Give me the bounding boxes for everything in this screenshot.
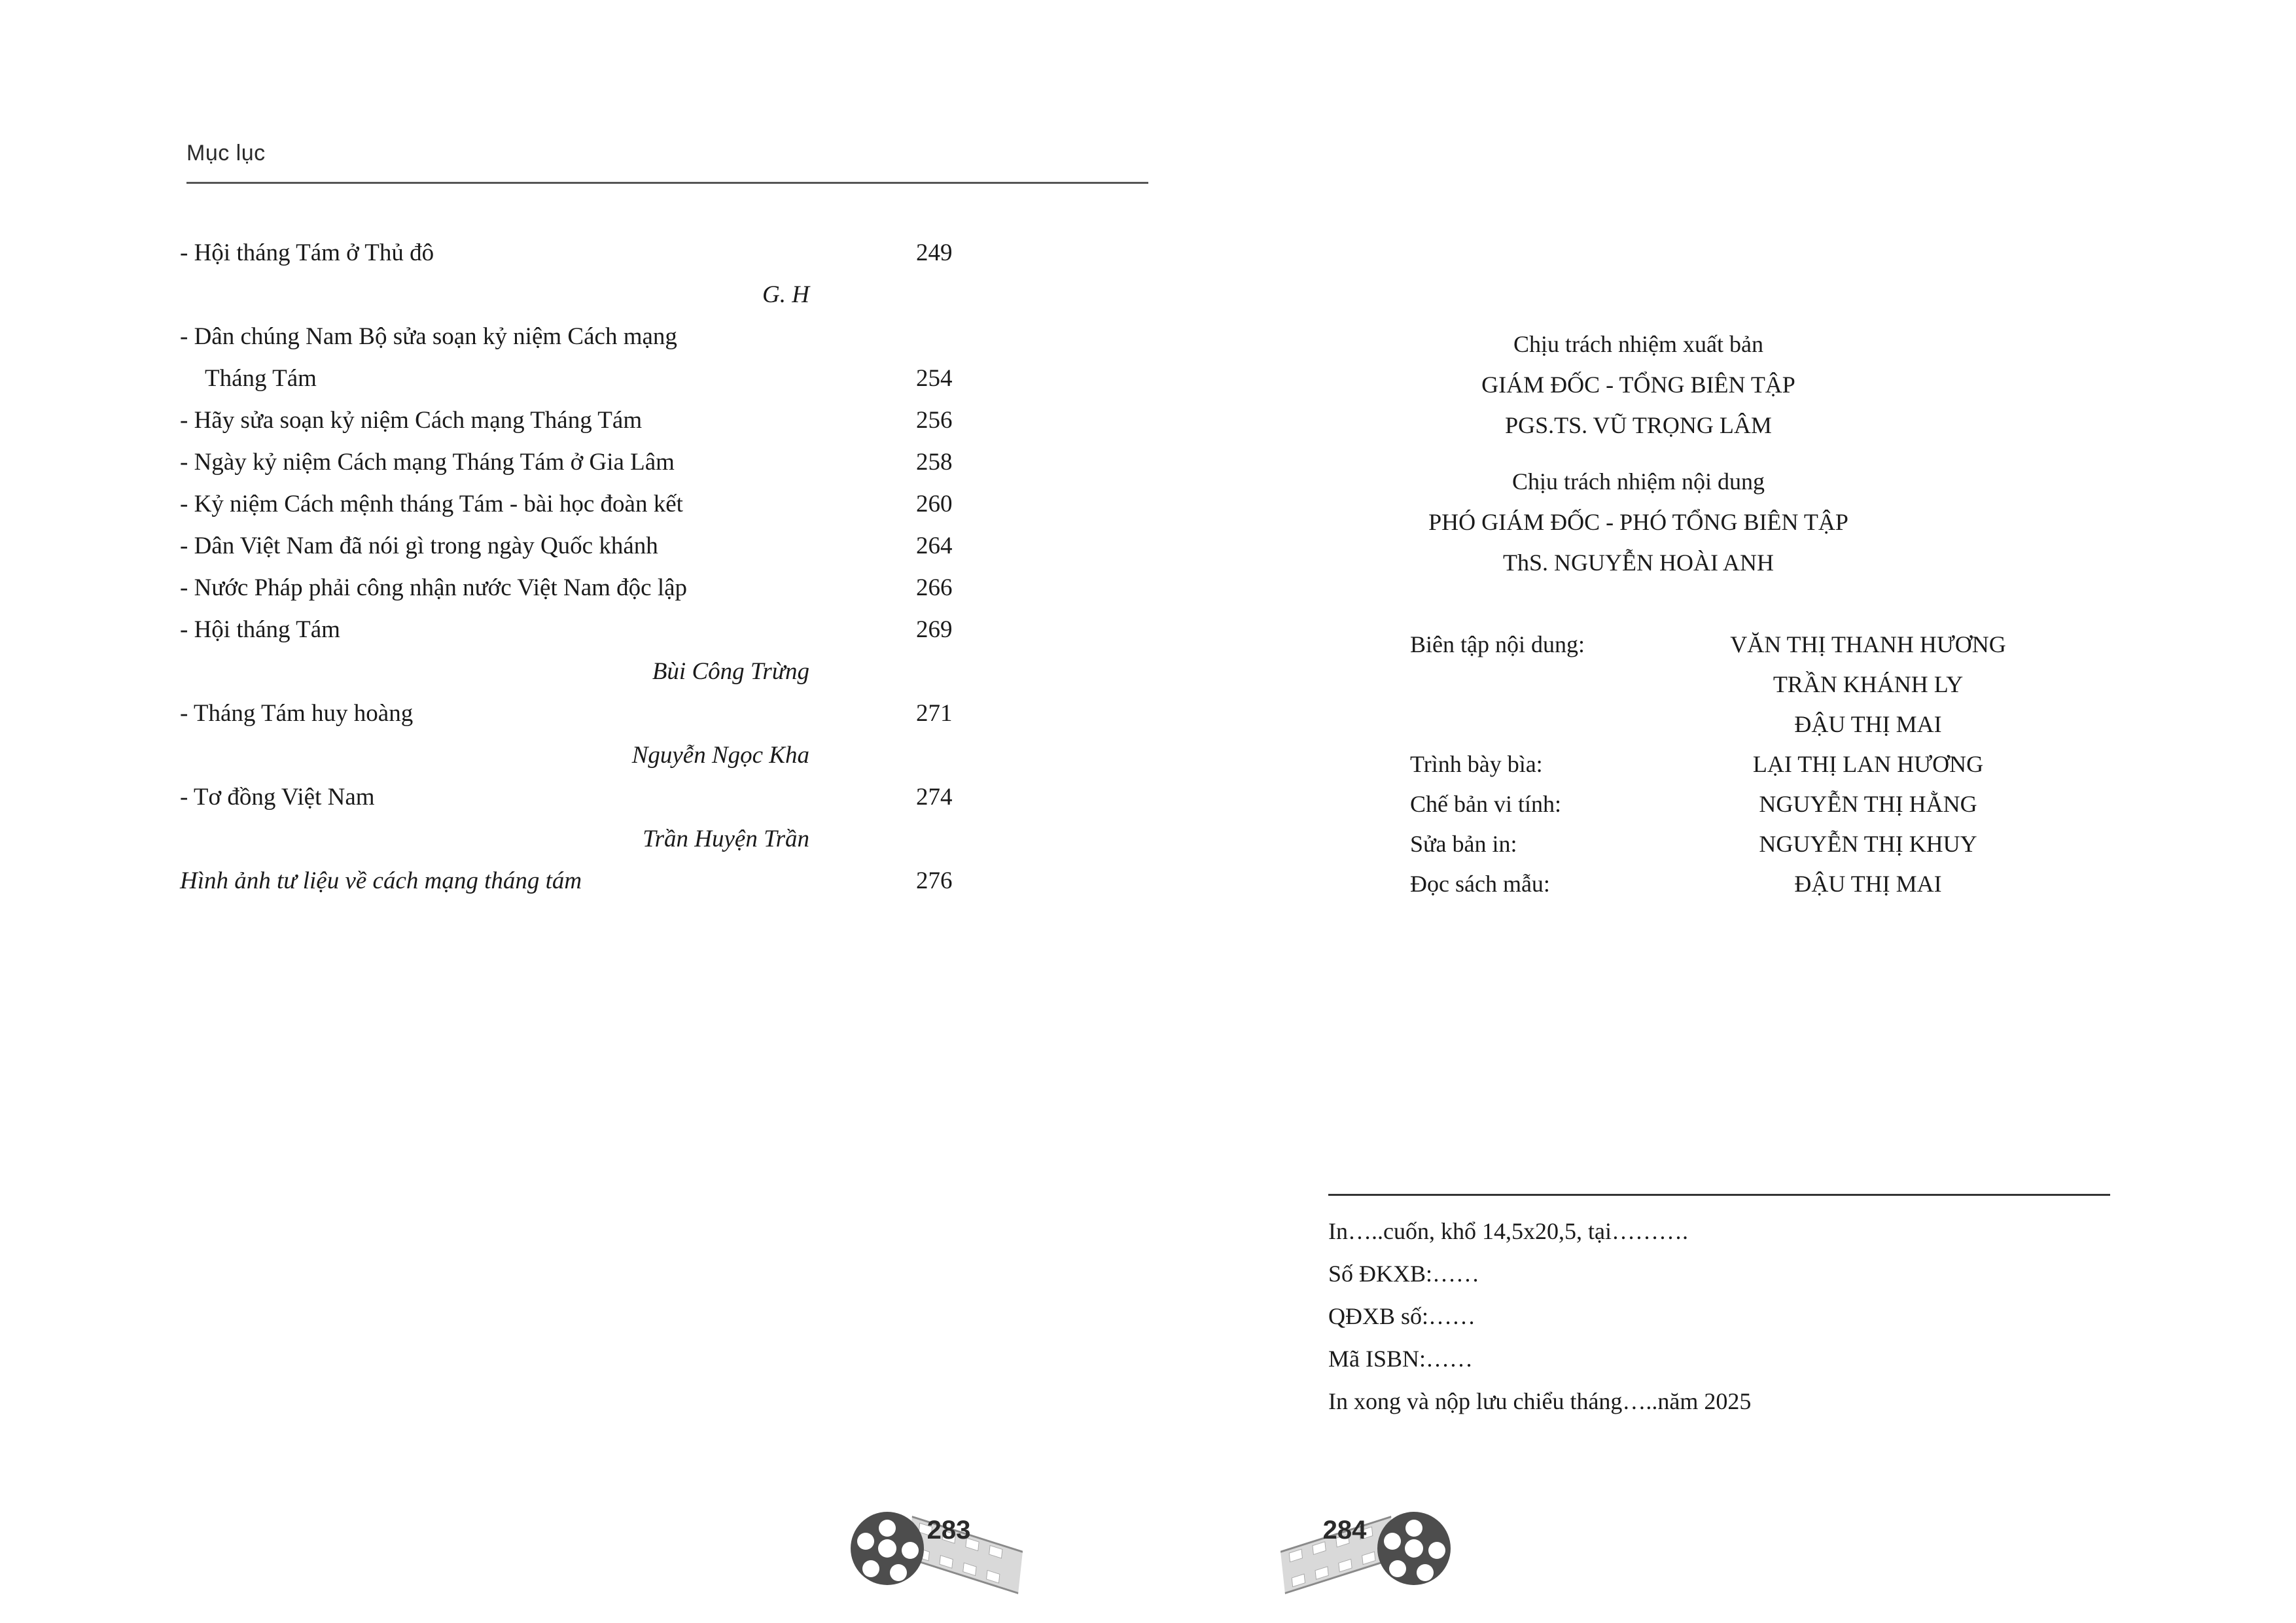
page-header-label: Mục lục: [186, 141, 266, 166]
toc-entry-title: - Hãy sửa soạn kỷ niệm Cách mạng Tháng Tám: [180, 407, 643, 434]
toc-entry[interactable]: [180, 777, 985, 818]
toc-entry-title: - Hội tháng Tám: [180, 616, 340, 643]
responsibility-content-line: PHÓ GIÁM ĐỐC - PHÓ TỔNG BIÊN TẬP: [1428, 509, 1848, 535]
toc-entry[interactable]: [180, 442, 985, 483]
responsibility-publish-group: [1148, 324, 2129, 445]
folio-left: [815, 1499, 1076, 1584]
responsibility-publish-line: Chịu trách nhiệm xuất bản: [1513, 331, 1763, 357]
print-info-divider: [1328, 1194, 2110, 1196]
credit-label: Trình bày bìa:: [1410, 751, 1543, 777]
toc-entry[interactable]: [180, 483, 985, 525]
toc-entry-page: 256: [916, 407, 953, 434]
toc-entry-page: 276: [916, 867, 953, 894]
responsibility-publish-line: PGS.TS. VŨ TRỌNG LÂM: [1505, 412, 1772, 438]
toc-entry[interactable]: [180, 860, 985, 902]
toc-entry-page: 269: [916, 616, 953, 643]
toc-entry-title: - Ngày kỷ niệm Cách mạng Tháng Tám ở Gia Lâm: [180, 449, 675, 476]
toc-entry-page: 271: [916, 700, 953, 727]
credit-row: [1410, 784, 2228, 824]
print-info-line: In…..cuốn, khổ 14,5x20,5, tại……….: [1328, 1218, 1688, 1244]
credit-row: [1410, 705, 2228, 744]
toc-entry-page: 274: [916, 784, 953, 811]
toc-entry-page: 254: [916, 365, 953, 392]
toc-author: Trần Huyện Trần: [643, 826, 809, 852]
credits-list: [1410, 625, 2228, 904]
print-info-list: [1328, 1210, 2146, 1423]
credit-value: NGUYỄN THỊ KHUY: [1759, 831, 1977, 857]
toc-entry-title: - Tháng Tám huy hoàng: [180, 700, 414, 727]
toc-entry[interactable]: [180, 232, 985, 274]
responsibility-publish-line: GIÁM ĐỐC - TỔNG BIÊN TẬP: [1481, 372, 1795, 398]
credit-label: Biên tập nội dung:: [1410, 631, 1585, 657]
toc-entry[interactable]: [180, 567, 985, 609]
print-info-line: QĐXB số:……: [1328, 1303, 1476, 1329]
toc-entry-page: 260: [916, 491, 953, 517]
credit-value: NGUYỄN THỊ HẰNG: [1759, 791, 1977, 817]
responsibility-content-line: Chịu trách nhiệm nội dung: [1512, 468, 1765, 495]
toc-entry[interactable]: [180, 693, 985, 735]
header-divider: [186, 182, 1148, 184]
toc-author: Bùi Công Trừng: [652, 658, 809, 685]
toc-author: G. H: [762, 281, 809, 308]
credit-label: Sửa bản in:: [1410, 831, 1517, 857]
toc-entry[interactable]: [180, 525, 985, 567]
toc-author: Nguyễn Ngọc Kha: [631, 742, 809, 769]
toc-entry-title: - Tơ đồng Việt Nam: [180, 784, 375, 811]
print-info-line: Mã ISBN:……: [1328, 1346, 1474, 1372]
toc-entry[interactable]: [180, 316, 985, 358]
toc-entry-title: Hình ảnh tư liệu về cách mạng tháng tám: [180, 867, 582, 894]
credit-value: ĐẬU THỊ MAI: [1794, 711, 1942, 737]
credit-label: Đọc sách mẫu:: [1410, 871, 1550, 897]
credit-row: [1410, 864, 2228, 904]
toc-entry-title: - Nước Pháp phải công nhận nước Việt Nam độc lập: [180, 574, 688, 601]
toc-entry-title: Tháng Tám: [205, 365, 317, 392]
credit-row: [1410, 625, 2228, 665]
toc-entry-page: 258: [916, 449, 953, 476]
print-info-line: In xong và nộp lưu chiểu tháng…..năm 2025: [1328, 1388, 1752, 1414]
credit-row: [1410, 665, 2228, 705]
credit-value: TRẦN KHÁNH LY: [1773, 671, 1964, 697]
page-number: 284: [1322, 1516, 1367, 1544]
toc-entry-title: - Hội tháng Tám ở Thủ đô: [180, 239, 434, 266]
toc-entry-page: 264: [916, 532, 953, 559]
credit-value: ĐẬU THỊ MAI: [1794, 871, 1942, 897]
credit-value: VĂN THỊ THANH HƯƠNG: [1730, 631, 2006, 657]
credit-row: [1410, 744, 2228, 784]
toc-entry[interactable]: [180, 400, 985, 442]
folio-right: [1237, 1499, 1498, 1584]
responsibility-content-line: ThS. NGUYỄN HOÀI ANH: [1503, 550, 1774, 576]
toc-entry-title: - Kỷ niệm Cách mệnh tháng Tám - bài học đoàn kết: [180, 491, 683, 517]
toc-entry[interactable]: [180, 609, 985, 651]
toc-entry[interactable]: [180, 358, 985, 400]
film-reel-icon: [851, 1512, 924, 1585]
toc-entry-page: 249: [916, 239, 953, 266]
responsibility-content-group: [1148, 461, 2129, 583]
film-reel-icon: [1377, 1512, 1451, 1585]
print-info-line: Số ĐKXB:……: [1328, 1261, 1480, 1287]
toc-entry-title: - Dân chúng Nam Bộ sửa soạn kỷ niệm Cách mạng: [180, 323, 677, 350]
credit-value: LẠI THỊ LAN HƯƠNG: [1752, 751, 1984, 777]
toc-entry-page: 266: [916, 574, 953, 601]
credit-row: [1410, 824, 2228, 864]
page-number: 283: [927, 1516, 971, 1544]
table-of-contents: [180, 232, 985, 902]
toc-entry-title: - Dân Việt Nam đã nói gì trong ngày Quốc khánh: [180, 532, 658, 559]
credit-label: Chế bản vi tính:: [1410, 791, 1561, 817]
